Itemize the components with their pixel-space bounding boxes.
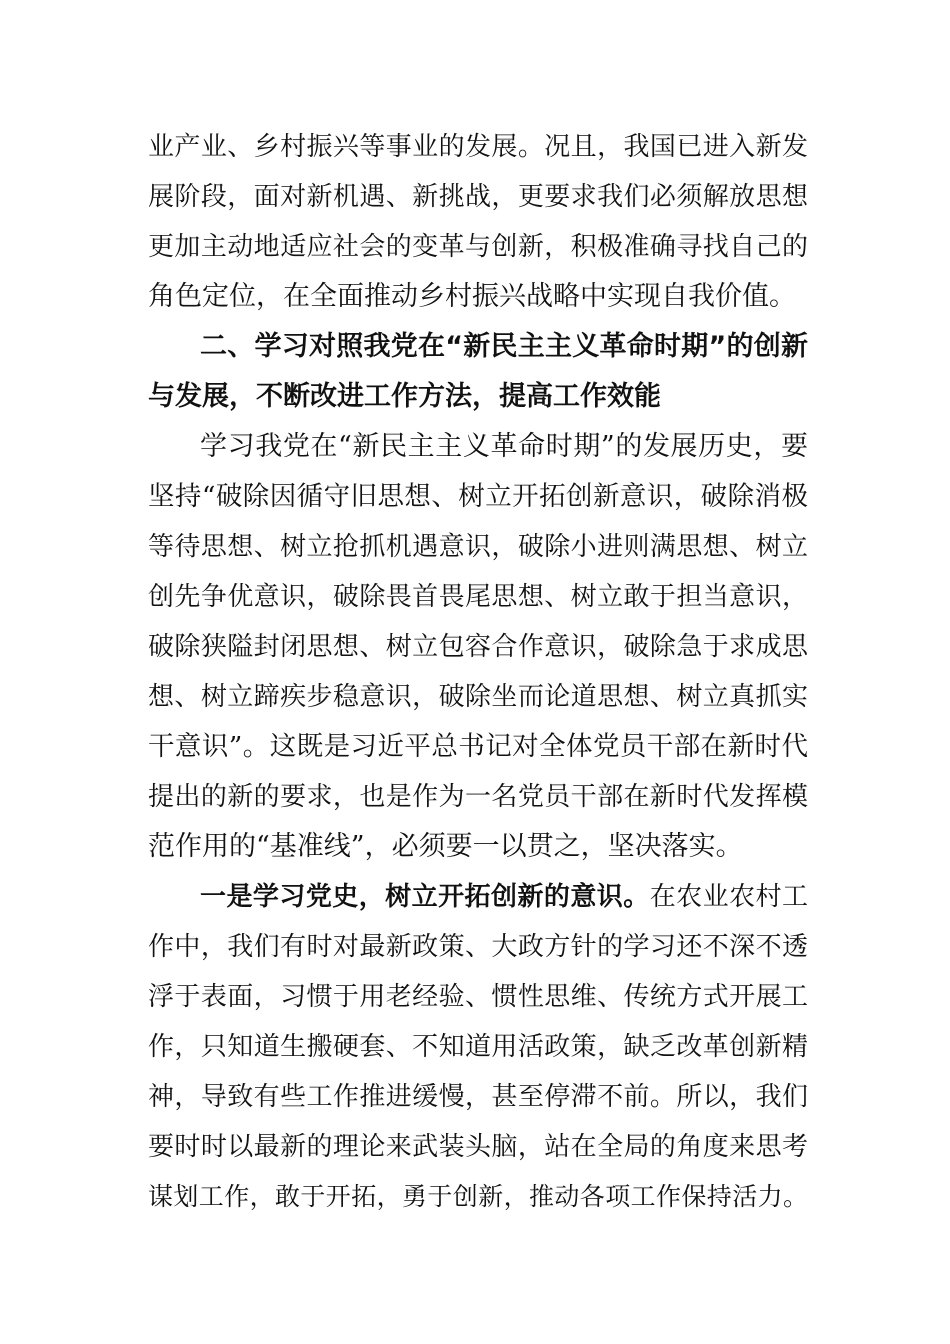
body-line: 要时时以最新的理论来武装头脑，站在全局的角度来思考 xyxy=(148,1132,808,1162)
body-line: 神，导致有些工作推进缓慢，甚至停滞不前。所以，我们 xyxy=(148,1082,808,1112)
body-line: 展阶段，面对新机遇、新挑战，更要求我们必须解放思想 xyxy=(148,182,808,212)
body-line: 破除狭隘封闭思想、树立包容合作意识，破除急于求成思 xyxy=(148,632,808,662)
body-line: 干意识”。这既是习近平总书记对全体党员干部在新时代 xyxy=(148,731,808,762)
body-line: 学习我党在“新民主主义革命时期”的发展历史，要 xyxy=(200,431,808,462)
body-line: 等待思想、树立抢抓机遇意识，破除小进则满思想、树立 xyxy=(148,532,808,562)
body-line: 谋划工作，敢于开拓，勇于创新，推动各项工作保持活力。 xyxy=(148,1182,808,1211)
body-line: 范作用的“基准线”，必须要一以贯之，坚决落实。 xyxy=(148,831,743,862)
body-line: 更加主动地适应社会的变革与创新，积极准确寻找自己的 xyxy=(148,232,808,262)
body-line: 坚持“破除因循守旧思想、树立开拓创新意识，破除消极 xyxy=(148,481,808,512)
paragraph-lead-bold: 一是学习党史，树立开拓创新的意识。 xyxy=(200,882,650,912)
paragraph-lead-line xyxy=(200,872,808,922)
body-line: 作，只知道生搬硬套、不知道用活政策，缺乏改革创新精 xyxy=(148,1032,808,1062)
body-line: 创先争优意识，破除畏首畏尾思想、树立敢于担当意识， xyxy=(148,582,808,612)
paragraph-lead-rest: 在农业农村工 xyxy=(649,882,808,912)
section-heading: 二、学习对照我党在“新民主主义革命时期”的创新 xyxy=(200,331,808,362)
body-line: 角色定位，在全面推动乡村振兴战略中实现自我价值。 xyxy=(148,281,796,312)
body-line: 作中，我们有时对最新政策、大政方针的学习还不深不透 xyxy=(148,932,808,962)
section-heading: 与发展，不断改进工作方法，提高工作效能 xyxy=(148,381,661,412)
body-line: 想、树立蹄疾步稳意识，破除坐而论道思想、树立真抓实 xyxy=(148,682,808,712)
body-line: 业产业、乡村振兴等事业的发展。况且，我国已进入新发 xyxy=(148,132,808,162)
body-line: 提出的新的要求，也是作为一名党员干部在新时代发挥模 xyxy=(148,782,808,812)
body-line: 浮于表面，习惯于用老经验、惯性思维、传统方式开展工 xyxy=(148,982,808,1012)
